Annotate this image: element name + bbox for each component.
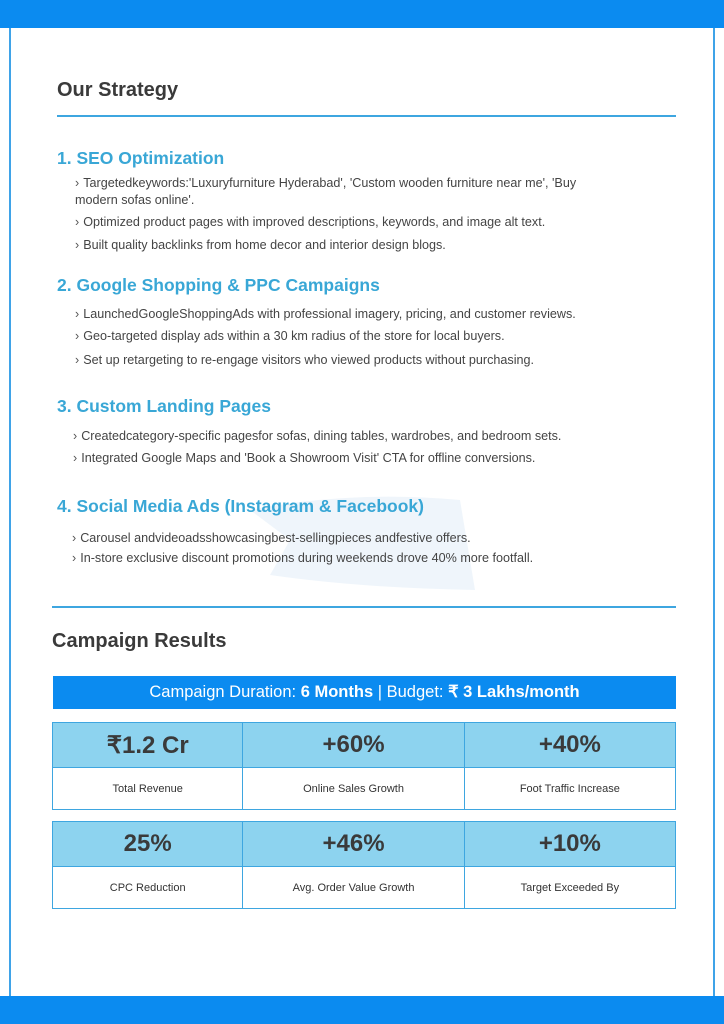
list-item: › Carousel andvideoadsshowcasingbest-sellingpieces andfestive offers. xyxy=(72,531,471,545)
section-title-seo: 1. SEO Optimization xyxy=(57,148,225,168)
chevron-right-icon: › xyxy=(75,176,80,190)
metric-target-exceeded xyxy=(465,822,675,908)
chevron-right-icon: › xyxy=(73,429,78,443)
strategy-divider xyxy=(57,115,676,117)
list-item-continuation: modern sofas online'. xyxy=(75,193,195,207)
chevron-right-icon: › xyxy=(75,238,80,252)
metric-aov-growth xyxy=(243,822,464,908)
metric-value: +60% xyxy=(243,723,463,767)
metric-cpc-reduction xyxy=(53,822,243,908)
results-heading: Campaign Results xyxy=(52,630,227,652)
chevron-right-icon: › xyxy=(75,353,80,367)
right-border-line xyxy=(713,28,715,996)
metrics-row-1 xyxy=(52,722,676,810)
section-title-social: 4. Social Media Ads (Instagram & Facebook) xyxy=(57,496,424,516)
metric-total-revenue xyxy=(53,723,243,809)
section-title-ppc: 2. Google Shopping & PPC Campaigns xyxy=(57,275,380,295)
list-item: › LaunchedGoogleShoppingAds with professional imagery, pricing, and customer reviews. xyxy=(75,307,576,321)
list-item: › Geo-targeted display ads within a 30 km radius of the store for local buyers. xyxy=(75,329,505,343)
results-divider xyxy=(52,606,676,608)
chevron-right-icon: › xyxy=(72,551,77,565)
metric-label: Total Revenue xyxy=(53,767,242,809)
metric-label: Foot Traffic Increase xyxy=(465,767,675,809)
list-item: › Set up retargeting to re-engage visitors who viewed products without purchasing. xyxy=(75,353,535,367)
list-item: › In-store exclusive discount promotions during weekends drove 40% more footfall. xyxy=(72,551,534,565)
metric-value: +10% xyxy=(465,822,675,866)
chevron-right-icon: › xyxy=(72,531,77,545)
metric-value: 25% xyxy=(53,822,242,866)
metric-label: CPC Reduction xyxy=(53,866,242,908)
metric-label: Avg. Order Value Growth xyxy=(243,866,463,908)
chevron-right-icon: › xyxy=(75,329,80,343)
bottom-accent-bar xyxy=(0,996,724,1024)
chevron-right-icon: › xyxy=(73,451,78,465)
metric-label: Online Sales Growth xyxy=(243,767,463,809)
list-item: › Integrated Google Maps and 'Book a Showroom Visit' CTA for offline conversions. xyxy=(73,451,536,465)
metric-foot-traffic xyxy=(465,723,675,809)
section-title-landing: 3. Custom Landing Pages xyxy=(57,396,271,416)
list-item: › Targetedkeywords:'Luxuryfurniture Hyderabad', 'Custom wooden furniture near me', 'Buy xyxy=(75,176,577,190)
metric-value: +46% xyxy=(243,822,463,866)
top-accent-bar xyxy=(0,0,724,28)
left-border-line xyxy=(9,28,11,996)
list-item: › Built quality backlinks from home decor and interior design blogs. xyxy=(75,238,446,252)
metric-online-sales-growth xyxy=(243,723,464,809)
metrics-row-2 xyxy=(52,821,676,909)
metric-value: ₹1.2 Cr xyxy=(53,723,242,767)
list-item: › Createdcategory-specific pagesfor sofas, dining tables, wardrobes, and bedroom sets. xyxy=(73,429,562,443)
metric-label: Target Exceeded By xyxy=(465,866,675,908)
metric-value: +40% xyxy=(465,723,675,767)
chevron-right-icon: › xyxy=(75,307,80,321)
campaign-duration-banner: Campaign Duration: 6 Months | Budget: ₹ 3 Lakhs/month xyxy=(53,676,676,709)
strategy-heading: Our Strategy xyxy=(57,79,179,101)
list-item: › Optimized product pages with improved descriptions, keywords, and image alt text. xyxy=(75,215,546,229)
chevron-right-icon: › xyxy=(75,215,80,229)
